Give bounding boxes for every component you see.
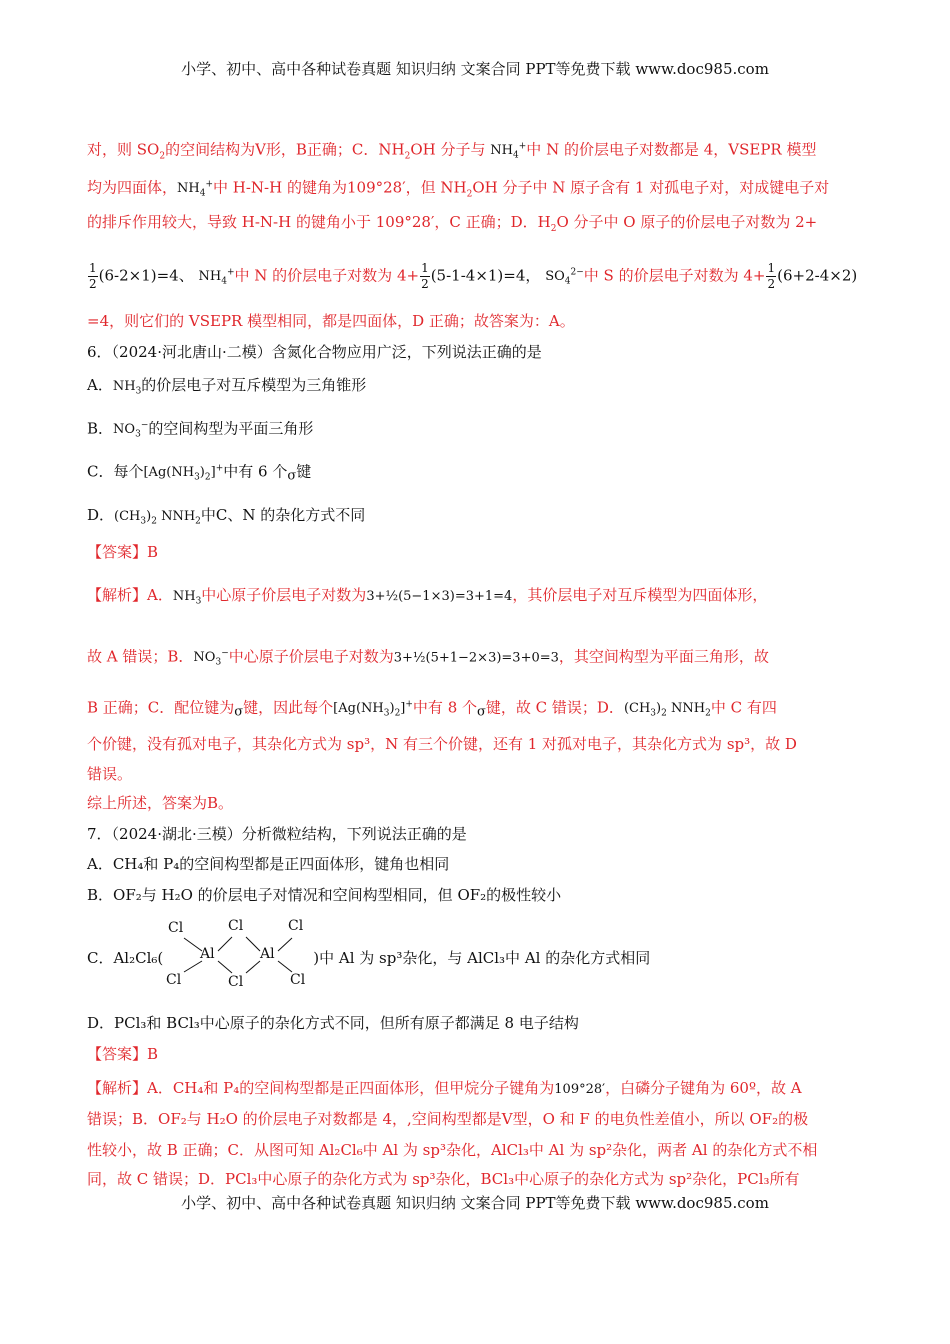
q7-option-a: A．CH₄和 P₄的空间构型都是正四面体形，键角也相同 (87, 855, 450, 873)
prev-explanation-line-1: 对，则 $SO_2$的空间结构为V形，B正确；C．$NH_2OH$ 分子与 $NH_4^+$中 N 的价层电子对数都是 4，VSEPR 模型 (87, 140, 817, 162)
prev-explanation-line-3: 的排斥作用较大，导致 H-N-H 的键角小于 109°28′，C 正确；D．$H_2O$ 分子中 O 原子的价层电子对数为 2+ (87, 213, 818, 234)
al2cl6-structure-diagram (160, 918, 320, 992)
page-header: 小学、初中、高中各种试卷真题 知识归纳 文案合同 PPT等免费下载 www.doc985.com (181, 60, 769, 78)
q7-option-b: B．OF₂与 H₂O 的价层电子对情况和空间构型相同，但 OF₂的极性较小 (87, 886, 562, 904)
q6-option-a: A．$NH_3$的价层电子对互斥模型为三角锥形 (87, 376, 367, 397)
q7-option-c: C．Al₂Cl₆( )中 Al 为 sp³杂化，与 AlCl₃中 Al 的杂化方式相同 (87, 949, 651, 967)
q7-explanation-line-2: 错误；B．OF₂与 H₂O 的价层电子对数都是 4，,空间构型都是Ⅴ型，O 和 F 的电负性差值小，所以 OF₂的极 (87, 1110, 809, 1128)
q6-answer: 【答案】B (87, 543, 159, 561)
prev-explanation-line-2: 均为四面体，$NH_4^+$中 H-N-H 的键角为109°28′，但 $NH_2OH$ 分子中 N 原子含有 1 对孤电子对，对成键电子对 (87, 178, 830, 200)
q7-explanation-line-4: 同，故 C 错误；D．PCl₃中心原子的杂化方式为 sp³杂化，BCl₃中心原子的杂化方式为 sp²杂化，PCl₃所有 (87, 1170, 800, 1188)
q6-stem: 6．（2024·河北唐山·二模）含氮化合物应用广泛，下列说法正确的是 (87, 343, 542, 361)
al-atom-1: Al (200, 946, 215, 962)
q7-stem: 7．（2024·湖北·三模）分析微粒结构，下列说法正确的是 (87, 825, 467, 843)
cl-atom-2: Cl (228, 918, 244, 934)
page-footer: 小学、初中、高中各种试卷真题 知识归纳 文案合同 PPT等免费下载 www.doc985.com (181, 1194, 769, 1212)
q6-option-b: B．$NO_3^-$的空间构型为平面三角形 (87, 419, 314, 440)
q7-answer: 【答案】B (87, 1045, 159, 1063)
q6-explanation-line-2: 故 A 错误；B．$NO_3^-$中心原子价层电子对数为3+½(5+1−2×3)=3+0=3，其空间构型为平面三角形，故 (87, 647, 769, 668)
q6-option-c: C．每个$[Ag(NH_3)_2]^+$中有 6 个σ键 (87, 462, 312, 484)
q6-explanation-line-4: 个价键，没有孤对电子，其杂化方式为 sp³，N 有三个价键，还有 1 对孤对电子，其杂化方式为 sp³，故 D (87, 735, 797, 753)
cl-atom-1: Cl (168, 920, 184, 936)
q7-option-d: D．PCl₃和 BCl₃中心原子的杂化方式不同，但所有原子都满足 8 电子结构 (87, 1014, 579, 1032)
prev-explanation-line-4: $\frac{1}{2}$ (6-2×1)=4、 $NH_4^+$中 N 的价层电子对数为 4+ $\frac{1}{2}$ (5-1-4×1)=4， $SO_4^{2-}$中 S 的价层电子对数为 4+ $\frac{1}{2}$ (6+2-4×2) (89, 260, 858, 291)
q6-explanation-line-6: 综上所述，答案为B。 (87, 794, 234, 812)
al-atom-2: Al (260, 946, 275, 962)
cl-atom-5: Cl (228, 974, 244, 990)
q7-explanation-line-1: 【解析】A．CH₄和 P₄的空间构型都是正四面体形，但甲烷分子键角为109°28′，白磷分子键角为 60º，故 A (87, 1079, 802, 1097)
q6-explanation-line-5: 错误。 (87, 765, 133, 783)
q6-option-d: D．$(CH_3)_2$ $NNH_2$中C、N 的杂化方式不同 (87, 506, 366, 527)
q6-explanation-line-3: B 正确；C．配位键为σ键，因此每个$[Ag(NH_3)_2]^+$中有 8 个σ键，故 C 错误；D．$(CH_3)_2$ $NNH_2$中 C 有四 (87, 698, 777, 720)
q6-explanation-line-1: 【解析】A．$NH_3$中心原子价层电子对数为3+½(5−1×3)=3+1=4，其价层电子对互斥模型为四面体形， (87, 586, 768, 607)
cl-atom-4: Cl (166, 972, 182, 988)
cl-atom-3: Cl (288, 918, 304, 934)
cl-atom-6: Cl (290, 972, 306, 988)
prev-explanation-line-5: =4，则它们的 VSEPR 模型相同，都是四面体，D 正确；故答案为：A。 (87, 312, 575, 330)
q7-explanation-line-3: 性较小，故 B 正确；C．从图可知 Al₂Cl₆中 Al 为 sp³杂化，AlCl₃中 Al 为 sp²杂化，两者 Al 的杂化方式不相 (87, 1141, 818, 1159)
